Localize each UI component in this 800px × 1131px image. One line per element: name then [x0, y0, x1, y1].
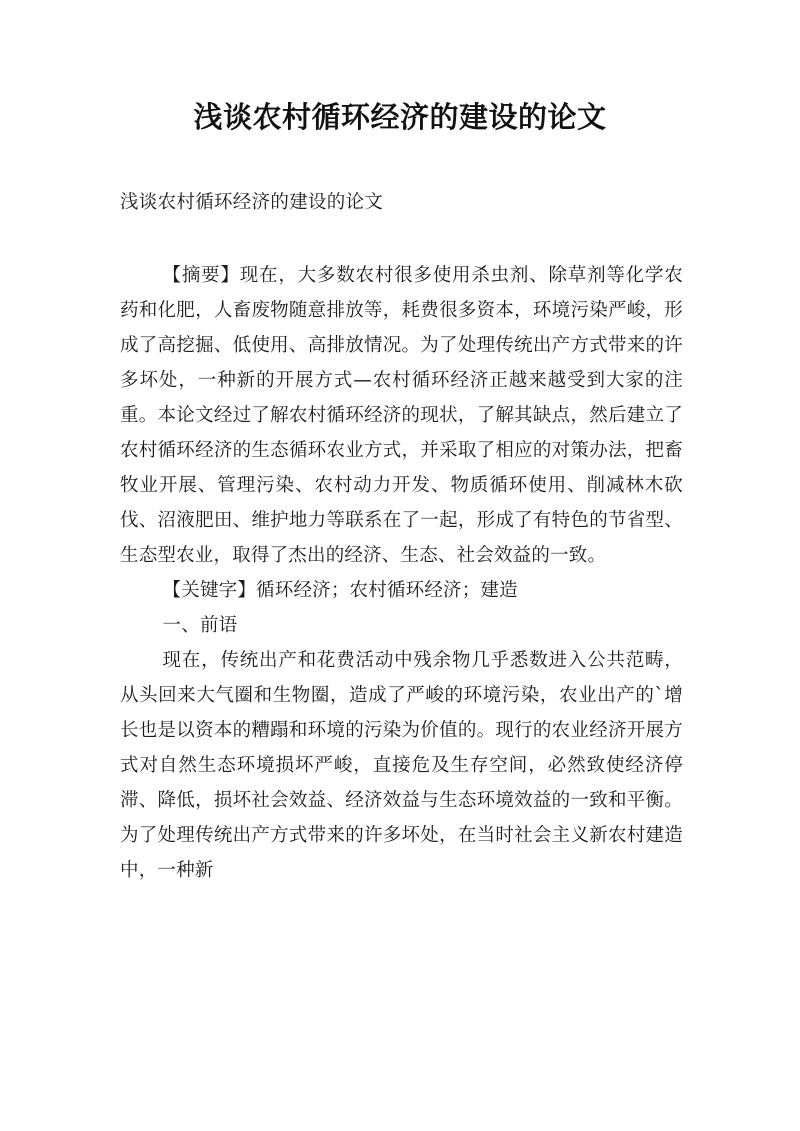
abstract-paragraph: 【摘要】现在，大多数农村很多使用杀虫剂、除草剂等化学农药和化肥，人畜废物随意排放等，耗费很多资本，环境污染严峻，形成了高挖掘、低使用、高排放情况。为了处理传统出产方式带来的许多坏处，一种新的开展方式—农村循环经济正越来越受到大家的注重。本论文经过了解农村循环经济的现状，了解其缺点，然后建立了农村循环经济的生态循环农业方式，并采取了相应的对策办法，把畜牧业开展、管理污染、农村动力开发、物质循环使用、削减林木砍伐、沼液肥田、维护地力等联系在了一起，形成了有特色的节省型、生态型农业，取得了杰出的经济、生态、社会效益的一致。 [120, 265, 683, 566]
body-paragraph: 现在，传统出产和花费活动中残余物几乎悉数进入公共范畴，从头回来大气圈和生物圈，造成了严峻的环境污染，农业出产的`增长也是以资本的糟蹋和环境的污染为价值的。现行的农业经济开展方式对自然生态环境损坏严峻，直接危及生存空间，必然致使经济停滞、降低，损坏社会效益、经济效益与生态环境效益的一致和平衡。为了处理传统出产方式带来的许多坏处，在当时社会主义新农村建造中，一种新 [120, 650, 683, 881]
keywords-paragraph: 【关键字】循环经济；农村循环经济；建造 [162, 580, 518, 601]
document-subtitle: 浅谈农村循环经济的建设的论文 [120, 192, 384, 213]
section-heading-preface: 一、前语 [162, 615, 238, 636]
document-body [120, 258, 683, 888]
document-title: 浅谈农村循环经济的建设的论文 [193, 100, 607, 134]
